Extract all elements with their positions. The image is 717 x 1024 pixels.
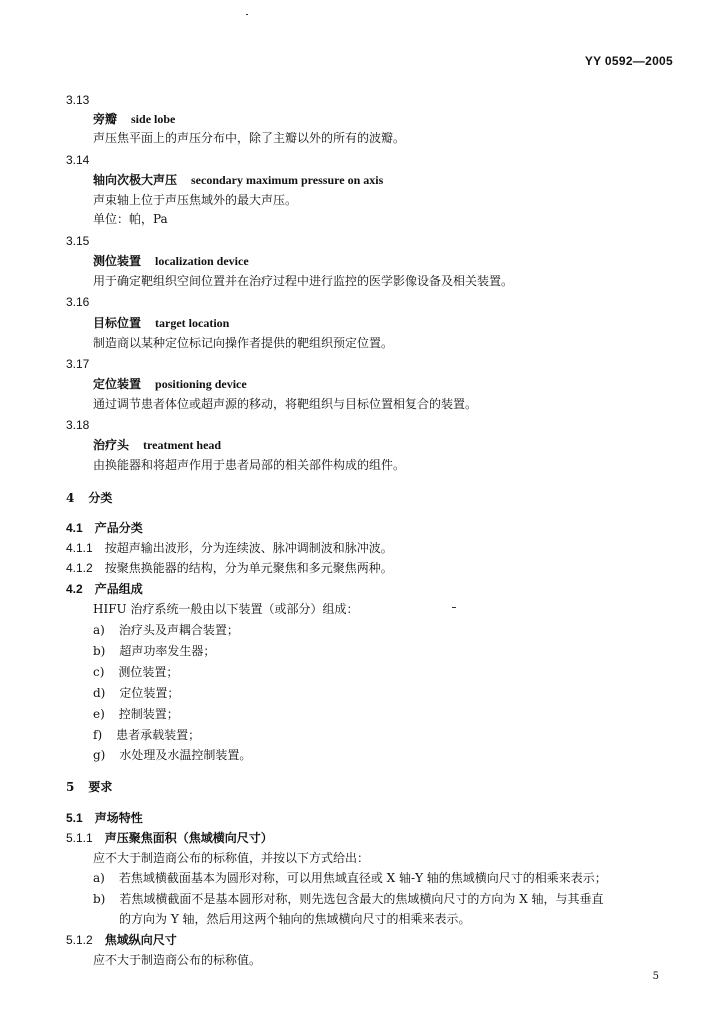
list-label: d) (93, 686, 106, 700)
subsection-heading (66, 812, 143, 824)
subsection-title: 声场特性 (94, 811, 143, 825)
subsection-heading (66, 583, 143, 595)
list-item (93, 687, 179, 699)
subsection-number: 5.1 (66, 811, 83, 825)
list-label: f) (93, 728, 103, 742)
clause-number: 5.1.1 (66, 831, 93, 845)
section-heading (66, 781, 112, 793)
section-title: 分类 (88, 491, 113, 505)
term-heading (93, 378, 247, 390)
list-label: g) (93, 748, 106, 762)
term-zh: 旁瓣 (93, 112, 118, 126)
clause-4-1-2 (66, 562, 393, 574)
list-item (93, 624, 239, 636)
list-item (93, 729, 200, 741)
list-item (93, 645, 215, 657)
section-number: 4 (66, 491, 75, 505)
clause-number: 4.1.1 (66, 541, 93, 555)
list-label: a) (93, 871, 105, 885)
list-text: 水处理及水温控制装置。 (119, 748, 252, 762)
subsection-title: 产品分类 (94, 521, 143, 535)
term-number: 3.13 (66, 93, 90, 107)
term-zh: 目标位置 (93, 316, 142, 330)
list-text: 治疗头及声耦合装置； (118, 623, 239, 637)
clause-text: 应不大于制造商公布的标称值。 (93, 953, 262, 967)
subsection-number: 4.1 (66, 521, 83, 535)
section-number: 5 (66, 780, 75, 794)
term-zh: 定位装置 (93, 377, 142, 391)
page-number: 5 (652, 971, 659, 982)
term-definition: 通过调节患者体位或超声源的移动，将靶组织与目标位置相复合的装置。 (93, 397, 478, 411)
list-text: 测位装置； (118, 665, 179, 679)
clause-4-1-1 (66, 542, 393, 554)
section-title: 要求 (88, 780, 113, 794)
section-heading (66, 492, 112, 504)
subsection-heading (66, 522, 143, 534)
list-text: 定位装置； (119, 686, 180, 700)
term-number: 3.17 (66, 357, 90, 371)
clause-title: 声压聚焦面积（焦域横向尺寸） (104, 831, 273, 845)
list-label: c) (93, 665, 105, 679)
term-zh: 测位装置 (93, 254, 142, 268)
term-heading (93, 255, 249, 267)
list-item (93, 893, 604, 905)
clause-text: 按超声输出波形，分为连续波、脉冲调制波和脉冲波。 (104, 541, 393, 555)
term-en: positioning device (155, 377, 247, 391)
term-unit: 单位：帕，Pa (93, 212, 168, 226)
term-zh: 治疗头 (93, 438, 130, 452)
subsection-title: 产品组成 (94, 582, 143, 596)
term-en: localization device (155, 254, 249, 268)
list-item (93, 749, 251, 761)
term-definition: 用于确定靶组织空间位置并在治疗过程中进行监控的医学影像设备及相关装置。 (93, 274, 514, 288)
list-item (93, 708, 179, 720)
term-number: 3.16 (66, 295, 90, 309)
list-continuation: 的方向为 Y 轴，然后用这两个轴向的焦域横向尺寸的相乘来表示。 (119, 912, 471, 926)
term-number: 3.18 (66, 418, 90, 432)
scan-speck (452, 607, 456, 608)
list-item (93, 872, 607, 884)
clause-heading (66, 934, 177, 946)
clause-number: 4.1.2 (66, 561, 93, 575)
term-en: target location (155, 316, 230, 330)
clause-number: 5.1.2 (66, 933, 93, 947)
term-heading (93, 174, 383, 186)
term-en: treatment head (143, 438, 222, 452)
subsection-number: 4.2 (66, 582, 83, 596)
list-label: b) (93, 892, 106, 906)
standard-number: YY 0592—2005 (584, 54, 673, 68)
list-label: e) (93, 707, 105, 721)
term-number: 3.14 (66, 153, 90, 167)
list-text: 超声功率发生器； (119, 644, 216, 658)
list-text: 患者承载装置； (116, 728, 201, 742)
term-number: 3.15 (66, 234, 90, 248)
term-heading (93, 317, 229, 329)
clause-text: 按聚焦换能器的结构，分为单元聚焦和多元聚焦两种。 (104, 561, 393, 575)
list-label: a) (93, 623, 105, 637)
term-en: side lobe (131, 112, 176, 126)
list-item (93, 666, 178, 678)
term-zh: 轴向次极大声压 (93, 173, 178, 187)
clause-title: 焦域纵向尺寸 (104, 933, 177, 947)
clause-heading (66, 832, 273, 844)
list-text: 若焦域横截面基本为圆形对称，可以用焦域直径或 X 轴-Y 轴的焦域横向尺寸的相乘来表示； (118, 871, 607, 885)
term-en: secondary maximum pressure on axis (191, 173, 384, 187)
term-heading (93, 439, 221, 451)
composition-intro: HIFU 治疗系统一般由以下装置（或部分）组成： (93, 602, 359, 616)
list-text: 若焦域横截面不是基本圆形对称，则先选包含最大的焦域横向尺寸的方向为 X 轴，与其垂直 (119, 892, 604, 906)
term-definition: 声压焦平面上的声压分布中，除了主瓣以外的所有的波瓣。 (93, 131, 406, 145)
term-definition: 制造商以某种定位标记向操作者提供的靶组织预定位置。 (93, 336, 394, 350)
term-definition: 由换能器和将超声作用于患者局部的相关部件构成的组件。 (93, 458, 406, 472)
list-label: b) (93, 644, 106, 658)
term-definition: 声束轴上位于声压焦域外的最大声压。 (93, 193, 298, 207)
clause-text: 应不大于制造商公布的标称值，并按以下方式给出： (93, 851, 370, 865)
list-text: 控制装置； (118, 707, 179, 721)
scan-speck (246, 14, 248, 15)
term-heading (93, 113, 175, 125)
